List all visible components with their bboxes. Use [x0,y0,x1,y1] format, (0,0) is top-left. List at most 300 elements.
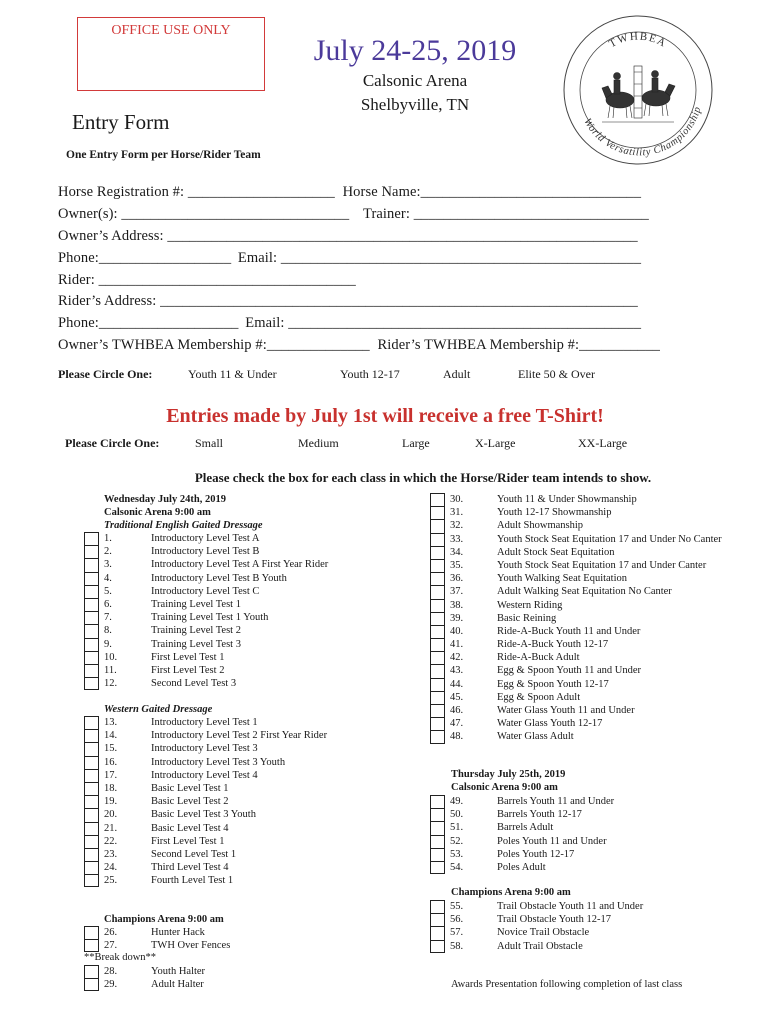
english-dressage-section: Traditional English Gaited Dressage [104,520,263,532]
class-row [84,611,384,624]
class-checkbox[interactable] [430,730,445,743]
class-row [430,519,760,532]
class-name: Basic Reining [497,612,557,624]
class-row [84,598,384,611]
class-row [430,808,760,821]
office-use-label: OFFICE USE ONLY [111,23,231,38]
size-option-large[interactable]: Large [402,436,430,450]
size-option-xx-large[interactable]: XX-Large [578,436,628,450]
class-number: 45. [450,691,464,703]
size-option-x-large[interactable]: X-Large [475,436,516,450]
champions-wed-header [104,913,224,926]
horse-info-line [58,184,748,201]
class-checkbox[interactable] [430,664,445,677]
thursday-arena: Calsonic Arena 9:00 am [451,782,558,794]
class-row [84,572,384,585]
champions-thu-arena: Champions Arena 9:00 am [451,887,571,898]
class-number: 43. [450,665,464,677]
class-row [84,874,384,887]
owner-membership-field[interactable]: Owner’s TWHBEA Membership #:______________ [58,337,370,353]
class-number: 35. [450,559,464,571]
class-checkbox[interactable] [84,808,99,821]
class-checkbox[interactable] [84,677,99,690]
class-number: 27. [104,940,118,952]
class-name: Second Level Test 3 [151,678,237,690]
class-number: 54. [450,861,464,873]
class-number: 53. [450,848,464,860]
class-name: Egg & Spoon Youth 12-17 [497,678,609,690]
age-option-youth-12-17[interactable]: Youth 12-17 [340,367,400,381]
class-checkbox[interactable] [430,913,445,926]
tshirt-notice: Entries made by July 1st will receive a free T-Shirt! [166,405,604,427]
class-number: 58. [450,940,464,952]
class-row [430,861,760,874]
class-row [430,651,760,664]
wednesday-arena: Calsonic Arena 9:00 am [104,507,211,519]
class-row [84,808,384,821]
western-class-list [84,716,384,887]
class-row [84,848,384,861]
class-checkbox[interactable] [84,978,99,991]
class-row [84,742,384,755]
class-checkbox[interactable] [84,611,99,624]
class-row [430,795,760,808]
class-checkbox[interactable] [430,808,445,821]
class-row [84,939,384,952]
wednesday-day: Wednesday July 24th, 2019 [104,494,226,505]
class-number: 25. [104,875,118,887]
class-name: Adult Walking Seat Equitation No Canter [497,586,672,598]
class-row [430,730,760,743]
class-name: Youth 11 & Under Showmanship [497,494,637,505]
breakdown-note: **Break down** [84,952,157,963]
class-name: Training Level Test 1 [151,598,241,610]
class-row [430,940,760,953]
class-row [84,624,384,637]
class-checkbox[interactable] [430,651,445,664]
membership-line [58,337,748,354]
class-checkbox[interactable] [430,638,445,651]
class-name: Hunter Hack [151,927,205,938]
class-row [430,848,760,861]
thursday-calsonic-list [430,795,760,874]
class-number: 15. [104,743,118,755]
class-checkbox[interactable] [430,533,445,546]
class-row [84,677,384,690]
age-group-label: Please Circle One: [58,367,153,381]
class-checkbox[interactable] [430,612,445,625]
horse-riders-illustration-icon [602,66,675,122]
class-row [84,664,384,677]
class-number: 29. [104,979,118,991]
class-checkbox[interactable] [84,848,99,861]
class-row [84,729,384,742]
class-number: 30. [450,494,464,505]
class-checkbox[interactable] [84,532,99,545]
class-checkbox[interactable] [84,664,99,677]
class-row [430,546,760,559]
class-row [430,691,760,704]
class-number: 14. [104,730,118,742]
champions-class-list-a [84,926,384,952]
class-number: 47. [450,718,464,730]
class-row [84,651,384,664]
class-name: Second Level Test 1 [151,848,237,860]
age-option-adult[interactable]: Adult [443,367,471,381]
class-checkbox[interactable] [430,559,445,572]
class-checkbox[interactable] [430,599,445,612]
western-header [104,703,212,716]
class-name: Adult Trail Obstacle [497,940,583,952]
thursday-champions-list [430,900,760,953]
class-number: 48. [450,731,464,743]
class-name: Adult Showmanship [497,520,584,532]
class-row [430,612,760,625]
class-name: Poles Youth 11 and Under [497,835,607,847]
class-number: 24. [104,862,118,874]
class-name: Poles Adult [497,861,546,873]
class-number: 46. [450,705,464,716]
class-checkbox[interactable] [84,756,99,769]
class-name: Introductory Level Test B [151,546,260,558]
class-number: 21. [104,822,118,834]
svg-text:TWHBEA [607,31,669,51]
class-checkbox[interactable] [84,558,99,571]
rider-email-field[interactable]: Email: ________________________________________________ [245,315,642,331]
class-checkbox[interactable] [84,742,99,755]
class-row [430,572,760,585]
class-checkbox[interactable] [84,572,99,585]
class-name: Barrels Youth 12-17 [497,809,582,821]
class-number: 23. [104,848,118,860]
class-number: 5. [104,585,112,597]
class-checkbox[interactable] [84,926,99,939]
class-row [84,965,384,978]
class-row [430,704,760,717]
class-row [430,717,760,730]
form-title: Entry Form [72,110,170,134]
class-number: 49. [450,796,464,807]
class-name: Basic Level Test 4 [151,822,229,834]
trainer-field[interactable]: Trainer: ________________________________ [363,206,649,222]
class-name: First Level Test 1 [151,651,225,663]
class-checkbox[interactable] [84,874,99,887]
class-checkbox[interactable] [430,940,445,953]
class-checkbox[interactable] [84,545,99,558]
class-number: 1. [104,533,112,544]
class-checkbox[interactable] [84,638,99,651]
class-row [84,822,384,835]
class-row [430,821,760,834]
class-checkbox[interactable] [84,624,99,637]
age-option-elite-50[interactable]: Elite 50 & Over [518,367,595,381]
class-number: 16. [104,756,118,768]
class-name: Water Glass Youth 12-17 [497,718,603,730]
champions-class-list-b [84,965,384,991]
class-checkbox[interactable] [430,861,445,874]
horse-registration-field[interactable]: Horse Registration #: ____________________ [58,184,335,200]
seal-bottom-text: World Versatility Championship [581,105,704,159]
class-row [430,599,760,612]
awards-note: Awards Presentation following completion of last class [451,979,683,990]
class-row [430,835,760,848]
class-checkbox[interactable] [430,900,445,913]
class-name: Training Level Test 2 [151,625,241,637]
form-subtitle: One Entry Form per Horse/Rider Team [66,149,261,161]
class-name: Fourth Level Test 1 [151,875,234,887]
class-row [430,585,760,598]
class-checkbox[interactable] [430,704,445,717]
class-name: Youth Halter [151,966,206,977]
owner-line [58,206,748,223]
class-checkbox[interactable] [84,939,99,952]
class-number: 8. [104,625,112,637]
size-option-medium[interactable]: Medium [298,436,339,450]
class-row [430,506,760,519]
class-number: 33. [450,533,464,545]
class-row [430,533,760,546]
class-number: 19. [104,796,118,808]
class-number: 42. [450,652,464,664]
class-name: Third Level Test 4 [151,862,229,874]
svg-text:World Versatility Championship [581,105,703,158]
class-name: Introductory Level Test 3 [151,743,258,755]
thursday-header [451,768,565,794]
class-checkbox[interactable] [84,965,99,978]
class-row [84,861,384,874]
class-name: Youth Stock Seat Equitation 17 and Under No Canter [497,533,722,545]
class-name: Youth 12-17 Showmanship [497,507,612,519]
class-number: 22. [104,835,118,847]
class-row [430,638,760,651]
owner-email-field[interactable]: Email: _________________________________________________ [237,250,642,266]
class-name: TWH Over Fences [151,940,231,952]
class-row [84,532,384,545]
class-row [84,756,384,769]
right-class-list [430,493,760,744]
class-row [84,835,384,848]
class-number: 32. [450,520,464,532]
class-checkbox[interactable] [84,716,99,729]
class-row [84,716,384,729]
class-number: 13. [104,717,118,728]
twhbea-seal-logo [562,14,714,166]
rider-membership-field[interactable]: Rider’s TWHBEA Membership #:___________ [377,337,660,353]
class-checkbox[interactable] [84,585,99,598]
class-checkbox[interactable] [430,519,445,532]
class-checkbox[interactable] [430,546,445,559]
class-row [84,585,384,598]
class-number: 4. [104,572,112,584]
wednesday-header [104,493,263,533]
class-number: 20. [104,809,118,821]
class-number: 57. [450,927,464,939]
class-checkbox[interactable] [84,769,99,782]
class-name: Water Glass Youth 11 and Under [497,705,635,716]
class-checkbox[interactable] [430,717,445,730]
event-venue: Calsonic Arena [362,71,468,90]
class-name: Youth Stock Seat Equitation 17 and Under Canter [497,559,707,571]
owner-address-field[interactable]: Owner’s Address: ________________________________________________________________ [58,228,638,244]
class-name: Basic Level Test 2 [151,796,229,808]
class-number: 51. [450,822,464,834]
class-checkbox[interactable] [430,506,445,519]
class-name: Adult Halter [151,979,204,991]
class-checkbox[interactable] [84,835,99,848]
class-name: Training Level Test 1 Youth [151,612,269,624]
class-number: 55. [450,901,464,912]
western-dressage-section: Western Gaited Dressage [104,704,213,715]
class-name: Introductory Level Test 1 [151,717,258,728]
class-checkbox[interactable] [84,795,99,808]
class-name: Introductory Level Test A [151,533,260,544]
class-name: Novice Trail Obstacle [497,927,590,939]
class-checkbox[interactable] [430,926,445,939]
class-name: Egg & Spoon Adult [497,691,581,703]
class-number: 38. [450,599,464,611]
class-name: Ride-A-Buck Adult [497,652,580,664]
class-checkbox[interactable] [430,625,445,638]
class-number: 9. [104,638,112,650]
rider-address-line [58,293,748,310]
class-number: 12. [104,678,118,690]
class-number: 10. [104,651,118,663]
class-row [84,795,384,808]
class-number: 56. [450,914,464,926]
class-row [430,625,760,638]
class-checkbox[interactable] [84,861,99,874]
class-checkbox[interactable] [430,493,445,506]
class-checkbox[interactable] [430,678,445,691]
age-option-youth-11[interactable]: Youth 11 & Under [188,367,277,381]
event-city: Shelbyville, TN [360,95,470,114]
class-number: 11. [104,664,117,676]
rider-line [58,272,748,289]
class-name: First Level Test 1 [151,835,225,847]
class-row [430,678,760,691]
class-name: Training Level Test 3 [151,638,241,650]
class-name: Barrels Youth 11 and Under [497,796,615,807]
class-number: 31. [450,507,464,519]
owner-phone-field[interactable]: Phone:__________________ [58,250,232,266]
class-row [84,978,384,991]
class-name: Barrels Adult [497,822,554,834]
class-row [84,926,384,939]
class-row [430,664,760,677]
class-name: Introductory Level Test B Youth [151,572,287,584]
class-name: First Level Test 2 [151,664,225,676]
champions-thu-header [451,886,571,899]
owner-address-line [58,228,748,245]
class-number: 39. [450,612,464,624]
class-checkbox[interactable] [430,848,445,861]
class-name: Introductory Level Test C [151,585,260,597]
rider-address-field[interactable]: Rider’s Address: _________________________________________________________________ [58,293,638,309]
class-number: 50. [450,809,464,821]
english-class-list [84,532,384,690]
class-checkbox[interactable] [430,821,445,834]
class-number: 3. [104,559,112,571]
class-row [430,913,760,926]
class-name: Poles Youth 12-17 [497,848,575,860]
class-number: 7. [104,612,112,624]
class-name: Water Glass Adult [497,731,574,743]
class-row [84,558,384,571]
class-number: 52. [450,835,464,847]
class-name: Trail Obstacle Youth 12-17 [497,914,611,926]
class-name: Basic Level Test 3 Youth [151,809,256,821]
rider-contact-line [58,315,748,332]
owner-contact-line [58,250,748,267]
class-checkbox[interactable] [84,598,99,611]
class-row [84,782,384,795]
class-checkbox[interactable] [430,572,445,585]
class-number: 44. [450,678,464,690]
class-number: 40. [450,625,464,637]
class-number: 26. [104,927,118,938]
class-number: 17. [104,769,118,781]
size-option-small[interactable]: Small [195,436,224,450]
office-use-box [77,17,265,91]
owner-field[interactable]: Owner(s): _______________________________ [58,206,350,222]
champions-wed-arena: Champions Arena 9:00 am [104,914,224,925]
class-name: Ride-A-Buck Youth 12-17 [497,639,609,651]
class-name: Introductory Level Test A First Year Rider [151,559,329,571]
class-name: Ride-A-Buck Youth 11 and Under [497,625,641,637]
rider-field[interactable]: Rider: ___________________________________ [58,272,356,288]
horse-name-field[interactable]: Horse Name:______________________________ [342,184,642,200]
class-number: 34. [450,546,464,558]
class-name: Introductory Level Test 3 Youth [151,756,286,768]
class-checkbox[interactable] [430,585,445,598]
class-name: Western Riding [497,599,563,611]
class-name: Basic Level Test 1 [151,782,229,794]
class-row [430,559,760,572]
class-checkbox[interactable] [84,651,99,664]
class-number: 36. [450,573,464,585]
class-name: Introductory Level Test 4 [151,769,258,781]
class-number: 18. [104,782,118,794]
class-checkbox[interactable] [430,795,445,808]
rider-phone-field[interactable]: Phone:___________________ [58,315,239,331]
class-row [430,493,760,506]
class-checkbox[interactable] [84,822,99,835]
class-number: 28. [104,966,118,977]
class-row [84,545,384,558]
class-name: Youth Walking Seat Equitation [497,573,628,585]
class-row [430,926,760,939]
class-row [430,900,760,913]
class-number: 6. [104,598,112,610]
class-number: 37. [450,586,464,598]
class-row [84,638,384,651]
class-name: Egg & Spoon Youth 11 and Under [497,665,641,677]
class-checkbox[interactable] [84,782,99,795]
size-label: Please Circle One: [65,436,160,450]
event-date: July 24-25, 2019 [313,34,517,67]
class-checkbox[interactable] [430,691,445,704]
class-name: Adult Stock Seat Equitation [497,546,615,558]
class-checkbox[interactable] [84,729,99,742]
class-name: Trail Obstacle Youth 11 and Under [497,901,644,912]
class-checkbox[interactable] [430,835,445,848]
class-name: Introductory Level Test 2 First Year Rider [151,730,328,742]
class-number: 41. [450,639,464,651]
check-instruction: Please check the box for each class in which the Horse/Rider team intends to show. [194,470,652,485]
class-row [84,769,384,782]
thursday-day: Thursday July 25th, 2019 [451,769,566,780]
class-number: 2. [104,546,112,558]
